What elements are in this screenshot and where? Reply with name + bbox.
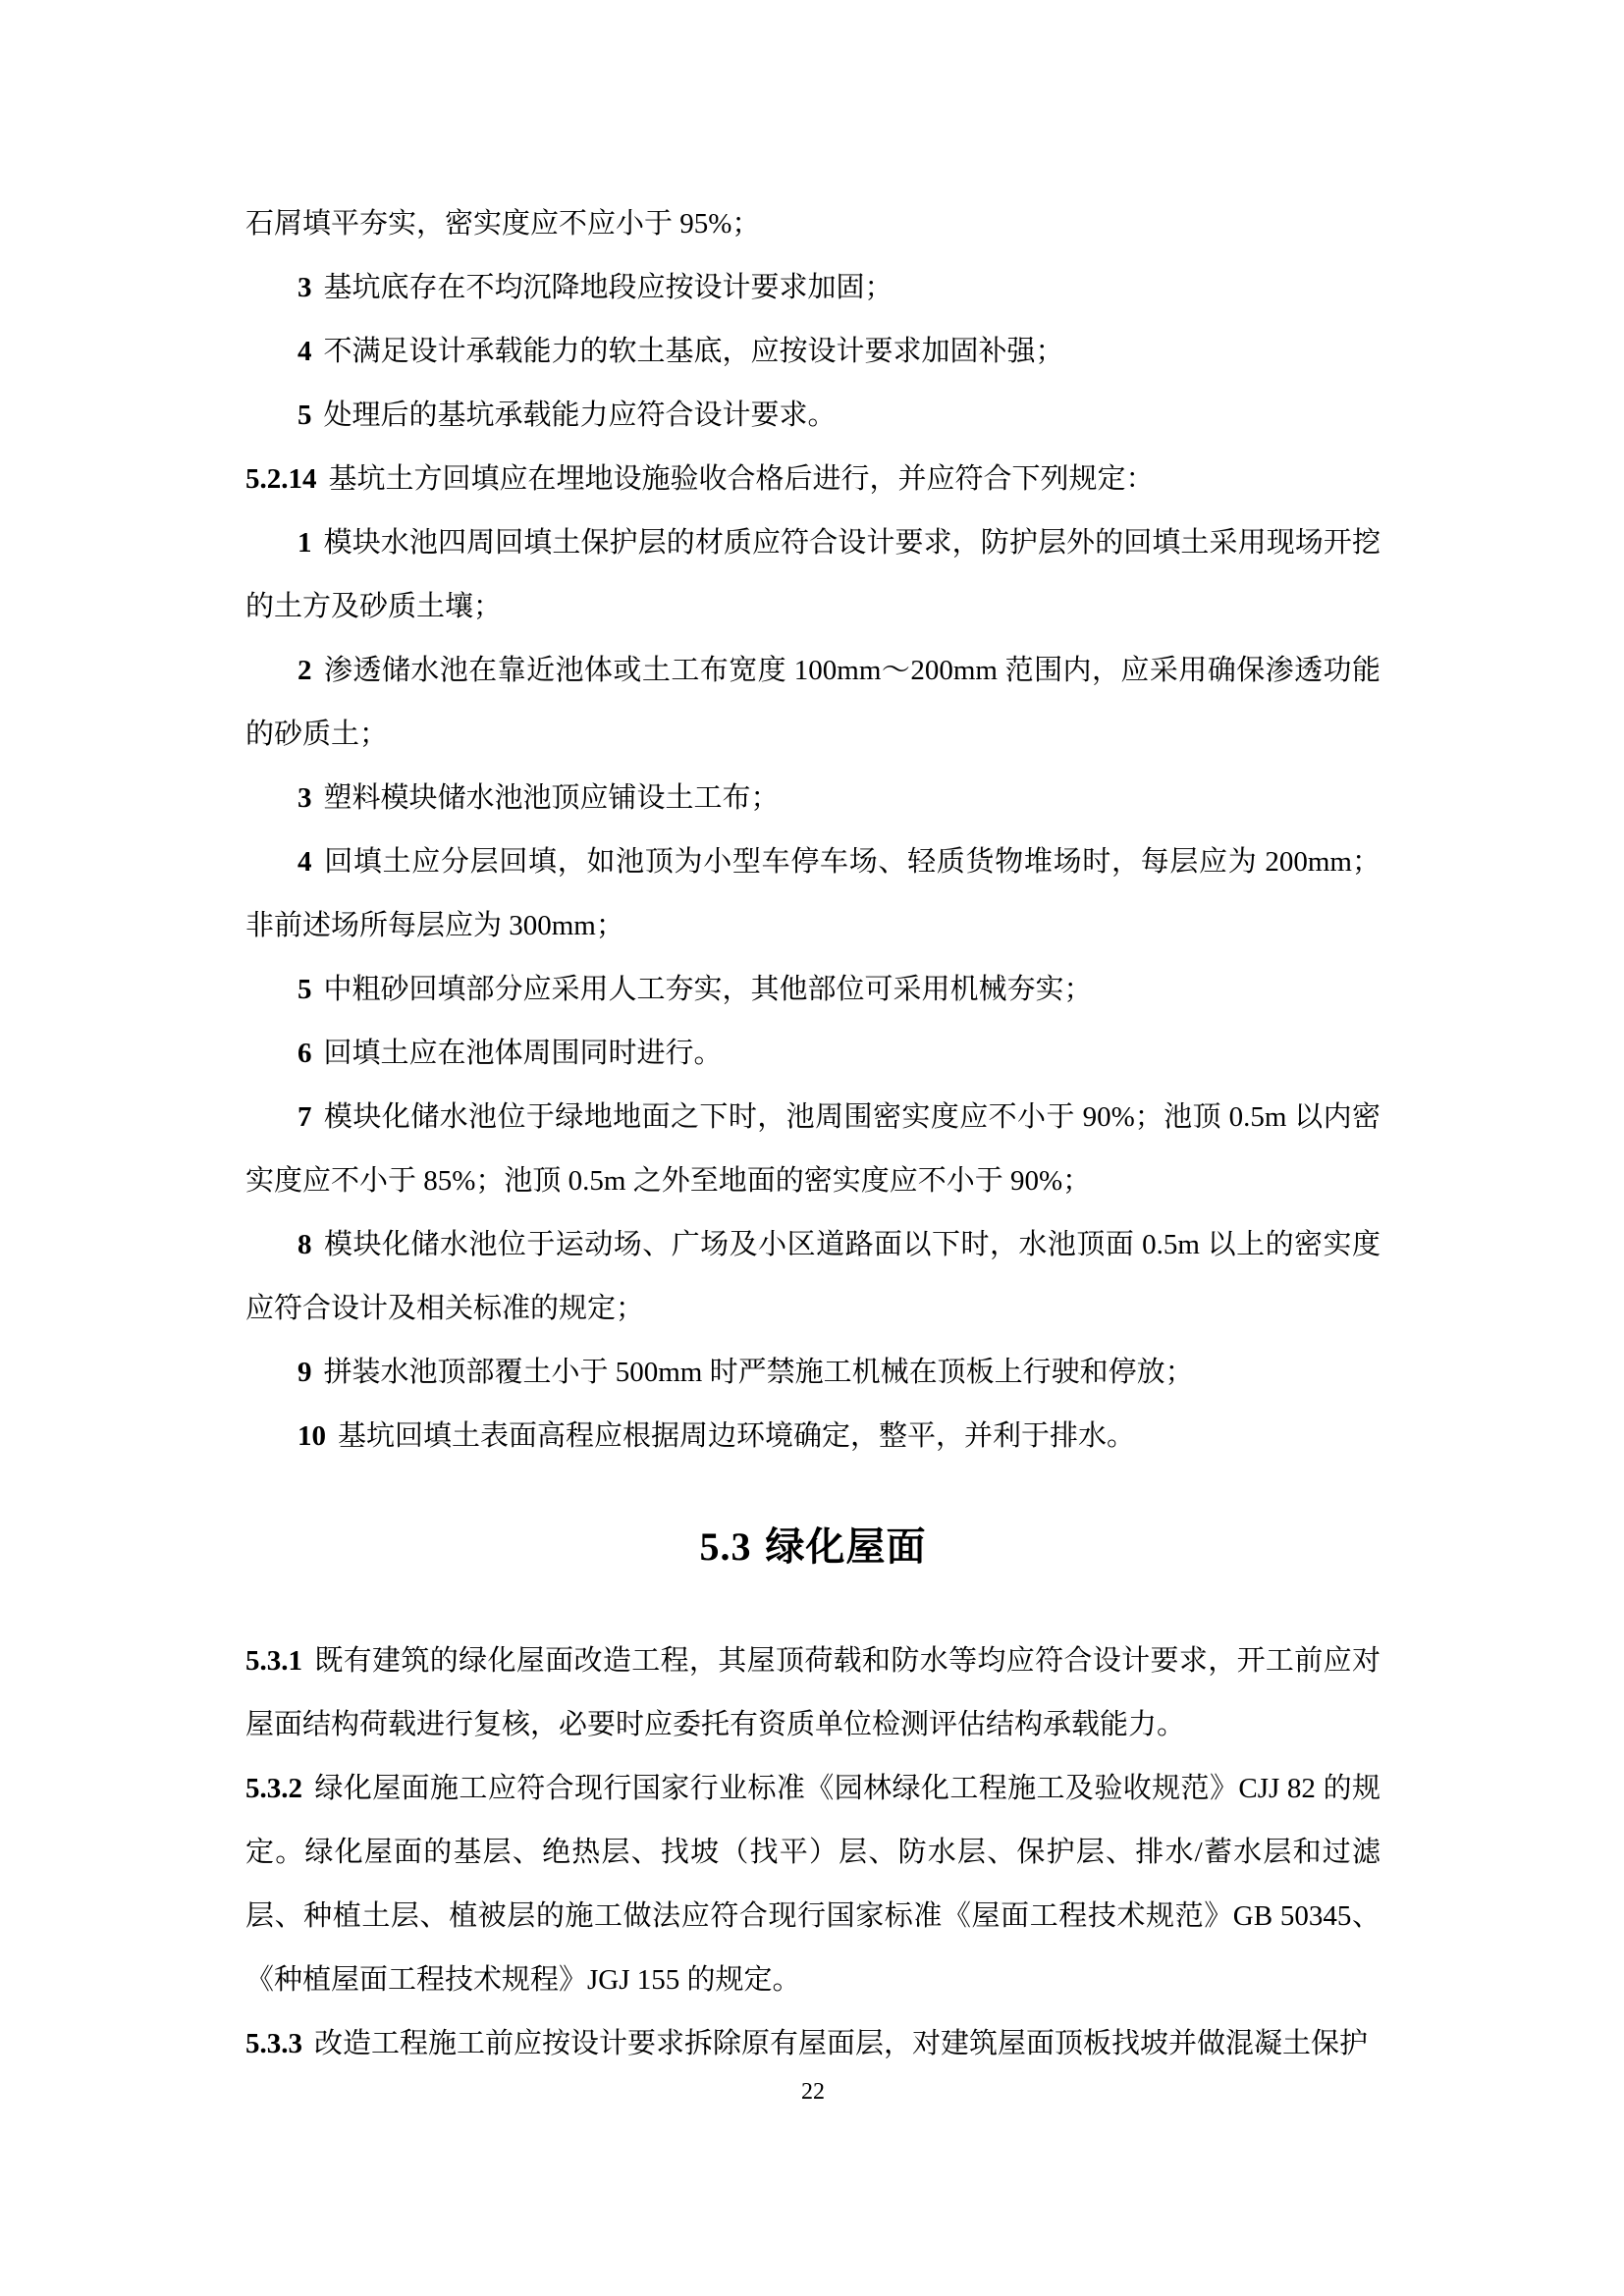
page-number: 22 xyxy=(801,2079,825,2105)
list-item xyxy=(245,1341,1380,1405)
clause-text: 基坑土方回填应在埋地设施验收合格后进行，并应符合下列规定： xyxy=(328,463,1155,495)
list-item-text: 不满足设计承载能力的软土基底，应按设计要求加固补强； xyxy=(323,336,1064,367)
list-item-text: 模块水池四周回填土保护层的材质应符合设计要求，防护层外的回填土采用现场开挖的土方及砂质土壤； xyxy=(245,527,1380,622)
list-item-text: 回填土应在池体周围同时进行。 xyxy=(323,1038,723,1069)
section-number: 5.3 xyxy=(699,1524,752,1569)
list-item-text: 拼装水池顶部覆土小于 500mm 时严禁施工机械在顶板上行驶和停放； xyxy=(323,1357,1194,1388)
list-item-number: 7 xyxy=(298,1101,312,1133)
list-item-text: 处理后的基坑承载能力应符合设计要求。 xyxy=(323,400,837,431)
clause-number: 5.3.2 xyxy=(245,1773,302,1804)
list-item xyxy=(245,384,1380,448)
section-title: 绿化屋面 xyxy=(765,1524,927,1569)
clause-text: 既有建筑的绿化屋面改造工程，其屋顶荷载和防水等均应符合设计要求，开工前应对屋面结构荷载进行复核，必要时应委托有资质单位检测评估结构承载能力。 xyxy=(245,1645,1380,1740)
list-item xyxy=(245,767,1380,830)
list-item-number: 10 xyxy=(298,1420,326,1452)
list-item xyxy=(245,1213,1380,1341)
clause-paragraph xyxy=(245,1629,1380,1757)
clause-number: 5.3.3 xyxy=(245,2028,302,2059)
paragraph-continuation: 石屑填平夯实，密实度应不应小于 95%； xyxy=(245,208,761,240)
clause-text: 绿化屋面施工应符合现行国家行业标准《园林绿化工程施工及验收规范》CJJ 82 的规定。绿化屋面的基层、绝热层、找坡（找平）层、防水层、保护层、排水/蓄水层和过滤层、种植土层、植被层的施工做法应符合现行国家标准《屋面工程技术规范》GB 50345、《种植屋面工程技术规程》JGJ 155 的规定。 xyxy=(245,1773,1380,1996)
list-item-text: 渗透储水池在靠近池体或土工布宽度 100mm～200mm 范围内，应采用确保渗透功能的砂质土； xyxy=(245,655,1380,750)
list-item xyxy=(245,830,1380,958)
list-item-number: 3 xyxy=(298,782,312,814)
clause-number: 5.3.1 xyxy=(245,1645,302,1677)
list-item xyxy=(245,1405,1380,1468)
list-item-number: 8 xyxy=(298,1229,312,1260)
list-item-text: 回填土应分层回填，如池顶为小型车停车场、轻质货物堆场时，每层应为 200mm；非前述场所每层应为 300mm； xyxy=(245,846,1380,941)
section-heading xyxy=(245,1523,1380,1571)
list-item xyxy=(245,256,1380,320)
list-item xyxy=(245,639,1380,767)
list-item-number: 4 xyxy=(298,336,312,367)
list-item-number: 5 xyxy=(298,400,312,431)
list-item-number: 9 xyxy=(298,1357,312,1388)
list-item-text: 模块化储水池位于绿地地面之下时，池周围密实度应不小于 90%；池顶 0.5m 以内密实度应不小于 85%；池顶 0.5m 之外至地面的密实度应不小于 90%； xyxy=(245,1101,1380,1197)
clause-paragraph xyxy=(245,2012,1380,2076)
list-item xyxy=(245,958,1380,1022)
list-item xyxy=(245,1022,1380,1086)
list-item-number: 2 xyxy=(298,655,312,686)
list-item-text: 基坑回填土表面高程应根据周边环境确定，整平，并利于排水。 xyxy=(338,1420,1136,1452)
list-item-number: 3 xyxy=(298,272,312,303)
list-item-text: 模块化储水池位于运动场、广场及小区道路面以下时，水池顶面 0.5m 以上的密实度应符合设计及相关标准的规定； xyxy=(245,1229,1380,1324)
clause-paragraph xyxy=(245,1757,1380,2012)
list-item-text: 基坑底存在不均沉降地段应按设计要求加固； xyxy=(323,272,893,303)
list-item-number: 1 xyxy=(298,527,312,559)
list-item xyxy=(245,320,1380,384)
clause-text: 改造工程施工前应按设计要求拆除原有屋面层，对建筑屋面顶板找坡并做混凝土保护 xyxy=(314,2028,1369,2059)
list-item xyxy=(245,511,1380,639)
list-item-number: 5 xyxy=(298,974,312,1005)
list-item-text: 塑料模块储水池池顶应铺设土工布； xyxy=(323,782,780,814)
list-item-text: 中粗砂回填部分应采用人工夯实，其他部位可采用机械夯实； xyxy=(323,974,1093,1005)
clause-paragraph xyxy=(245,448,1380,511)
list-item-number: 4 xyxy=(298,846,312,878)
clause-number: 5.2.14 xyxy=(245,463,317,495)
list-item xyxy=(245,1086,1380,1213)
list-item-number: 6 xyxy=(298,1038,312,1069)
